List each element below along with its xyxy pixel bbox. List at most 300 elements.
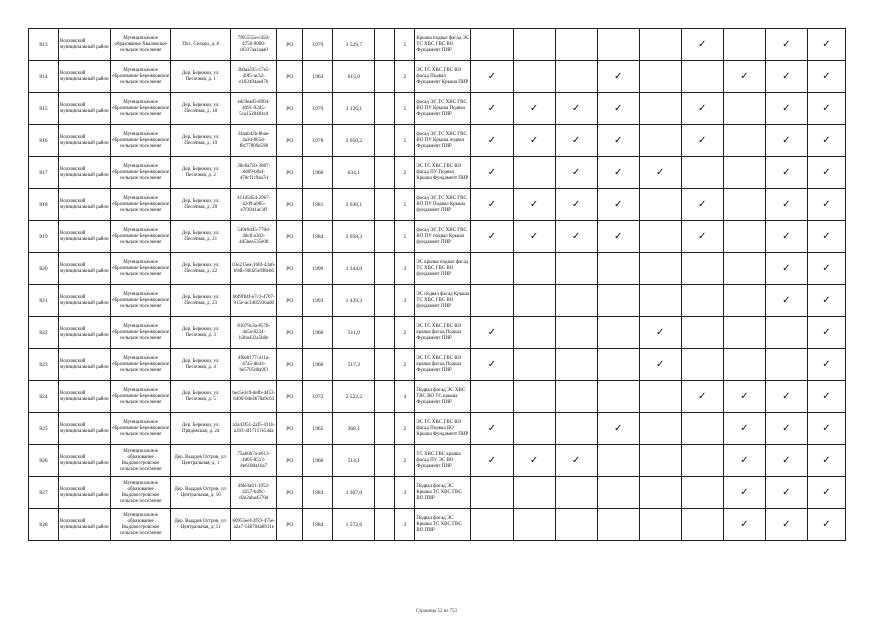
type-cell: РО bbox=[277, 509, 303, 541]
checkmark-icon: ✓ bbox=[698, 390, 707, 402]
address-cell: Дер. Бережки, ул. Песочная, д. 3 bbox=[171, 317, 231, 349]
check-cell bbox=[639, 445, 681, 477]
checkmark-icon: ✓ bbox=[487, 166, 497, 178]
check-cell bbox=[597, 317, 639, 349]
records-table bbox=[28, 28, 846, 541]
type-cell: РО bbox=[277, 61, 303, 93]
address-cell: Дер. Бережки, ул. Песочная, д. 22 bbox=[171, 253, 231, 285]
district-cell: Волховский муниципальный район bbox=[59, 93, 111, 125]
checkmark-icon: ✓ bbox=[782, 422, 791, 434]
check-cell bbox=[555, 29, 597, 61]
settlement-cell: Муниципальное образование Выдовостровское сельское поселение bbox=[111, 477, 171, 509]
check-cell bbox=[639, 29, 681, 61]
check-cell bbox=[807, 349, 845, 381]
check-cell bbox=[513, 189, 555, 221]
check-cell bbox=[471, 509, 513, 541]
check-cell bbox=[723, 509, 765, 541]
row-number: 825 bbox=[29, 413, 59, 445]
address-cell: Дер. Бережки, ул. Песочная, д. 21 bbox=[171, 221, 231, 253]
check-cell bbox=[765, 93, 807, 125]
check-cell bbox=[765, 189, 807, 221]
check-cell bbox=[765, 221, 807, 253]
table-row bbox=[29, 509, 846, 541]
area-cell: 1 439,3 bbox=[333, 285, 375, 317]
year-cell: 1984 bbox=[303, 221, 333, 253]
checkmark-icon: ✓ bbox=[740, 70, 749, 82]
checkmark-icon: ✓ bbox=[655, 166, 665, 178]
checkmark-icon: ✓ bbox=[529, 198, 539, 210]
year-cell: 1979 bbox=[303, 93, 333, 125]
check-cell bbox=[681, 285, 723, 317]
checkmark-icon: ✓ bbox=[782, 454, 791, 466]
check-cell bbox=[723, 221, 765, 253]
district-cell: Волховский муниципальный район bbox=[59, 317, 111, 349]
check-cell bbox=[681, 445, 723, 477]
floors-cell: 2 bbox=[395, 317, 415, 349]
check-cell bbox=[555, 125, 597, 157]
check-cell bbox=[681, 221, 723, 253]
address-cell: Дер. Бережки, ул. Песочная, д. 20 bbox=[171, 189, 231, 221]
checkmark-icon: ✓ bbox=[740, 422, 749, 434]
building-code-cell: 411d5d54-2967-42d9-a985-e7f3041ac3ff bbox=[231, 189, 277, 221]
check-cell bbox=[513, 349, 555, 381]
row-number: 816 bbox=[29, 125, 59, 157]
works-cell: ЭС подвал фасад Крыша ТС ХВС ГВС ВО фундамент ПИР bbox=[415, 285, 471, 317]
checkmark-icon: ✓ bbox=[822, 198, 831, 210]
building-code-cell: 75ab067a-b613-4d05-8513-8e6180a16a7 bbox=[231, 445, 277, 477]
check-cell bbox=[471, 381, 513, 413]
settlement-cell: Муниципальное образование Бережковское сельское поселение bbox=[111, 61, 171, 93]
settlement-cell: Муниципальное образование Выдовостровское сельское поселение bbox=[111, 509, 171, 541]
works-cell: фасад ЭС ТС ХВС ГВС ВО ПУ Крыша Подвал Фундамент ПИР bbox=[415, 93, 471, 125]
check-cell bbox=[471, 221, 513, 253]
check-cell bbox=[639, 509, 681, 541]
floors-cell: 5 bbox=[395, 221, 415, 253]
check-cell bbox=[513, 381, 555, 413]
floors-cell: 5 bbox=[395, 189, 415, 221]
checkmark-icon: ✓ bbox=[571, 102, 581, 114]
address-cell: Дер. Бережки, ул. Песочная, д. 2 bbox=[171, 157, 231, 189]
check-cell bbox=[513, 413, 555, 445]
table-row bbox=[29, 93, 846, 125]
check-cell bbox=[681, 253, 723, 285]
works-cell: Подвал фасад ЭС Крыша ТС ХВС ГВС ВО ПИР bbox=[415, 509, 471, 541]
check-cell bbox=[513, 509, 555, 541]
check-cell bbox=[639, 221, 681, 253]
check-cell bbox=[513, 157, 555, 189]
address-cell: Дер. Бережки, ул. Песочная, д. 23 bbox=[171, 285, 231, 317]
blank-cell bbox=[375, 477, 395, 509]
type-cell: РО bbox=[277, 253, 303, 285]
checkmark-icon: ✓ bbox=[782, 486, 791, 498]
row-number: 819 bbox=[29, 221, 59, 253]
settlement-cell: Муниципальное образование Бережковское сельское поселение bbox=[111, 381, 171, 413]
table-row bbox=[29, 285, 846, 317]
year-cell: 1972 bbox=[303, 381, 333, 413]
checkmark-icon: ✓ bbox=[487, 326, 497, 338]
floors-cell: 2 bbox=[395, 445, 415, 477]
check-cell bbox=[597, 285, 639, 317]
area-cell: 514,1 bbox=[333, 445, 375, 477]
works-cell: ЭС ТС ХВС ГВС ВО крыша фасад Подвал Фундамент ПИР bbox=[415, 349, 471, 381]
check-cell bbox=[639, 285, 681, 317]
district-cell: Волховский муниципальный район bbox=[59, 253, 111, 285]
table-row bbox=[29, 317, 846, 349]
works-cell: Подвал фасад ЭС ХВС ГВС ВО ТС крыша Фундамент ПИР bbox=[415, 381, 471, 413]
check-cell bbox=[597, 93, 639, 125]
table-row bbox=[29, 349, 846, 381]
checkmark-icon: ✓ bbox=[529, 134, 539, 146]
works-cell: ЭС ТС ХВС ГВС ВО фасад Подвал Фундамент Крыша ПИР bbox=[415, 61, 471, 93]
row-number: 814 bbox=[29, 61, 59, 93]
check-cell bbox=[681, 509, 723, 541]
checkmark-icon: ✓ bbox=[571, 166, 581, 178]
building-code-cell: 38c8a750-3087-4d69-b0af-470cf1c9aa7d bbox=[231, 157, 277, 189]
checkmark-icon: ✓ bbox=[822, 230, 831, 242]
checkmark-icon: ✓ bbox=[571, 454, 581, 466]
check-cell bbox=[555, 221, 597, 253]
floors-cell: 2 bbox=[395, 349, 415, 381]
district-cell: Волховский муниципальный район bbox=[59, 125, 111, 157]
check-cell bbox=[471, 189, 513, 221]
building-code-cell: a3a43f51-2af5-431b-a393-4f17117e54da bbox=[231, 413, 277, 445]
check-cell bbox=[555, 445, 597, 477]
settlement-cell: Муниципальное образование Бережковское сельское поселение bbox=[111, 125, 171, 157]
checkmark-icon: ✓ bbox=[782, 70, 791, 82]
table-row bbox=[29, 61, 846, 93]
table-row bbox=[29, 253, 846, 285]
district-cell: Волховский муниципальный район bbox=[59, 509, 111, 541]
floors-cell: 3 bbox=[395, 285, 415, 317]
checkmark-icon: ✓ bbox=[782, 294, 791, 306]
check-cell bbox=[765, 317, 807, 349]
checkmark-icon: ✓ bbox=[613, 198, 623, 210]
check-cell bbox=[471, 285, 513, 317]
page-footer: Страница 52 из 753 bbox=[415, 609, 458, 614]
check-cell bbox=[639, 125, 681, 157]
checkmark-icon: ✓ bbox=[822, 166, 831, 178]
checkmark-icon: ✓ bbox=[822, 134, 831, 146]
check-cell bbox=[681, 381, 723, 413]
check-cell bbox=[723, 253, 765, 285]
checkmark-icon: ✓ bbox=[782, 198, 791, 210]
check-cell bbox=[723, 285, 765, 317]
year-cell: 1984 bbox=[303, 509, 333, 541]
blank-cell bbox=[375, 413, 395, 445]
row-number: 820 bbox=[29, 253, 59, 285]
check-cell bbox=[471, 93, 513, 125]
checkmark-icon: ✓ bbox=[822, 358, 831, 370]
checkmark-icon: ✓ bbox=[822, 102, 831, 114]
checkmark-icon: ✓ bbox=[571, 198, 581, 210]
settlement-cell: Муниципальное образование Бережковское сельское поселение bbox=[111, 221, 171, 253]
building-code-cell: edc9ea05-8904-4091-92d5-5ca1528484cd bbox=[231, 93, 277, 125]
check-cell bbox=[807, 285, 845, 317]
checkmark-icon: ✓ bbox=[613, 230, 623, 242]
district-cell: Волховский муниципальный район bbox=[59, 29, 111, 61]
checkmark-icon: ✓ bbox=[655, 358, 665, 370]
blank-cell bbox=[375, 317, 395, 349]
floors-cell: 3 bbox=[395, 477, 415, 509]
type-cell: РО bbox=[277, 381, 303, 413]
area-cell: 517,3 bbox=[333, 349, 375, 381]
check-cell bbox=[471, 445, 513, 477]
check-cell bbox=[597, 125, 639, 157]
type-cell: РО bbox=[277, 317, 303, 349]
check-cell bbox=[597, 445, 639, 477]
check-cell bbox=[597, 349, 639, 381]
area-cell: 3 050,2 bbox=[333, 125, 375, 157]
checkmark-icon: ✓ bbox=[740, 454, 749, 466]
check-cell bbox=[555, 477, 597, 509]
checkmark-icon: ✓ bbox=[529, 230, 539, 242]
row-number: 815 bbox=[29, 93, 59, 125]
check-cell bbox=[639, 317, 681, 349]
settlement-cell: Муниципальное образование Хваловское сельское поселение bbox=[111, 29, 171, 61]
check-cell bbox=[639, 349, 681, 381]
check-cell bbox=[765, 445, 807, 477]
checkmark-icon: ✓ bbox=[782, 230, 791, 242]
check-cell bbox=[639, 253, 681, 285]
check-cell bbox=[765, 253, 807, 285]
works-cell: ЭС ТС ХВС ГВС ВО фасад ПУ Подвал Крыша Фундамент ПИР bbox=[415, 157, 471, 189]
works-cell: Крыша подвал фасад ЭС ТС ХВС ГВС ВО Фундамент ПИР bbox=[415, 29, 471, 61]
checkmark-icon: ✓ bbox=[613, 102, 623, 114]
check-cell bbox=[555, 157, 597, 189]
checkmark-icon: ✓ bbox=[740, 390, 749, 402]
check-cell bbox=[807, 157, 845, 189]
address-cell: Пос. Сельцо, д. 8 bbox=[171, 29, 231, 61]
check-cell bbox=[765, 477, 807, 509]
district-cell: Волховский муниципальный район bbox=[59, 477, 111, 509]
table-row bbox=[29, 413, 846, 445]
check-cell bbox=[597, 413, 639, 445]
check-cell bbox=[723, 317, 765, 349]
checkmark-icon: ✓ bbox=[571, 134, 581, 146]
check-cell bbox=[765, 381, 807, 413]
settlement-cell: Муниципальное образование Выдовостровское сельское поселение bbox=[111, 445, 171, 477]
type-cell: РО bbox=[277, 157, 303, 189]
check-cell bbox=[723, 413, 765, 445]
area-cell: 3 036,1 bbox=[333, 189, 375, 221]
check-cell bbox=[639, 157, 681, 189]
works-cell: фасад ЭС ТС ХВС ГВС ВО ПУ Крыша подвал Фундамент ПИР bbox=[415, 125, 471, 157]
checkmark-icon: ✓ bbox=[529, 102, 539, 114]
building-code-cell: 81079c3a-8578-4a5a-8234-b3ba432a5b0e bbox=[231, 317, 277, 349]
row-number: 822 bbox=[29, 317, 59, 349]
checkmark-icon: ✓ bbox=[613, 166, 623, 178]
check-cell bbox=[807, 445, 845, 477]
table-row bbox=[29, 221, 846, 253]
check-cell bbox=[723, 93, 765, 125]
checkmark-icon: ✓ bbox=[822, 294, 831, 306]
row-number: 828 bbox=[29, 509, 59, 541]
year-cell: 1966 bbox=[303, 157, 333, 189]
row-number: 821 bbox=[29, 285, 59, 317]
check-cell bbox=[471, 29, 513, 61]
check-cell bbox=[681, 349, 723, 381]
check-cell bbox=[723, 157, 765, 189]
floors-cell: 3 bbox=[395, 509, 415, 541]
checkmark-icon: ✓ bbox=[782, 262, 791, 274]
check-cell bbox=[471, 317, 513, 349]
check-cell bbox=[681, 317, 723, 349]
checkmark-icon: ✓ bbox=[487, 358, 497, 370]
area-cell: 3 529,7 bbox=[333, 29, 375, 61]
works-cell: ТС ХВС ГВС крыша фасад ПУ ЭС ВО Фундамент ПИР bbox=[415, 445, 471, 477]
check-cell bbox=[471, 349, 513, 381]
checkmark-icon: ✓ bbox=[782, 166, 791, 178]
building-code-cell: 7f05555a-c450-4750-9060-c0337aa1aaa0 bbox=[231, 29, 277, 61]
check-cell bbox=[555, 285, 597, 317]
check-cell bbox=[555, 317, 597, 349]
district-cell: Волховский муниципальный район bbox=[59, 61, 111, 93]
check-cell bbox=[681, 477, 723, 509]
check-cell bbox=[765, 509, 807, 541]
blank-cell bbox=[375, 253, 395, 285]
area-cell: 2 522,2 bbox=[333, 381, 375, 413]
table-row bbox=[29, 445, 846, 477]
check-cell bbox=[555, 253, 597, 285]
row-number: 818 bbox=[29, 189, 59, 221]
settlement-cell: Муниципальное образование Бережковское сельское поселение bbox=[111, 413, 171, 445]
year-cell: 1966 bbox=[303, 349, 333, 381]
area-cell: 634,1 bbox=[333, 157, 375, 189]
check-cell bbox=[723, 349, 765, 381]
year-cell: 1990 bbox=[303, 253, 333, 285]
address-cell: Дер. Бережки, ул. Песочная, д. 18 bbox=[171, 93, 231, 125]
blank-cell bbox=[375, 381, 395, 413]
checkmark-icon: ✓ bbox=[487, 70, 497, 82]
floors-cell: 5 bbox=[395, 29, 415, 61]
check-cell bbox=[681, 93, 723, 125]
checkmark-icon: ✓ bbox=[822, 390, 831, 402]
district-cell: Волховский муниципальный район bbox=[59, 381, 111, 413]
checkmark-icon: ✓ bbox=[822, 70, 831, 82]
settlement-cell: Муниципальное образование Бережковское сельское поселение bbox=[111, 157, 171, 189]
check-cell bbox=[471, 413, 513, 445]
building-code-cell: b6f9f84f-e7c3-4707-915e-ac1485936ad0 bbox=[231, 285, 277, 317]
row-number: 823 bbox=[29, 349, 59, 381]
table-row bbox=[29, 125, 846, 157]
checkmark-icon: ✓ bbox=[613, 422, 623, 434]
check-cell bbox=[597, 381, 639, 413]
check-cell bbox=[555, 61, 597, 93]
district-cell: Волховский муниципальный район bbox=[59, 413, 111, 445]
check-cell bbox=[513, 317, 555, 349]
checkmark-icon: ✓ bbox=[782, 38, 791, 50]
check-cell bbox=[807, 413, 845, 445]
check-cell bbox=[639, 189, 681, 221]
checkmark-icon: ✓ bbox=[613, 70, 623, 82]
blank-cell bbox=[375, 189, 395, 221]
row-number: 826 bbox=[29, 445, 59, 477]
year-cell: 1979 bbox=[303, 29, 333, 61]
checkmark-icon: ✓ bbox=[487, 198, 497, 210]
year-cell: 1966 bbox=[303, 317, 333, 349]
check-cell bbox=[597, 477, 639, 509]
checkmark-icon: ✓ bbox=[487, 454, 497, 466]
check-cell bbox=[513, 477, 555, 509]
year-cell: 1983 bbox=[303, 477, 333, 509]
area-cell: 3 126,1 bbox=[333, 93, 375, 125]
check-cell bbox=[471, 157, 513, 189]
area-cell: 1 572,6 bbox=[333, 509, 375, 541]
check-cell bbox=[513, 221, 555, 253]
settlement-cell: Муниципальное образование Бережковское сельское поселение bbox=[111, 285, 171, 317]
check-cell bbox=[639, 413, 681, 445]
address-cell: Дер. Выдров Остров, ул. Центральная, д. 10 bbox=[171, 477, 231, 509]
table-row bbox=[29, 157, 846, 189]
check-cell bbox=[555, 189, 597, 221]
settlement-cell: Муниципальное образование Бережковское сельское поселение bbox=[111, 189, 171, 221]
blank-cell bbox=[375, 349, 395, 381]
checkmark-icon: ✓ bbox=[822, 486, 831, 498]
settlement-cell: Муниципальное образование Бережковское сельское поселение bbox=[111, 253, 171, 285]
address-cell: Дер. Бережки, ул. Песочная, д. 5 bbox=[171, 381, 231, 413]
table-row bbox=[29, 381, 846, 413]
check-cell bbox=[807, 61, 845, 93]
check-cell bbox=[681, 29, 723, 61]
check-cell bbox=[723, 445, 765, 477]
check-cell bbox=[765, 285, 807, 317]
checkmark-icon: ✓ bbox=[698, 230, 707, 242]
check-cell bbox=[807, 29, 845, 61]
blank-cell bbox=[375, 125, 395, 157]
works-cell: фасад ЭС ТС ХВС ГВС ВО ПУ Подвал Крыша фундамент ПИР bbox=[415, 189, 471, 221]
check-cell bbox=[723, 477, 765, 509]
check-cell bbox=[555, 381, 597, 413]
checkmark-icon: ✓ bbox=[822, 518, 831, 530]
check-cell bbox=[807, 509, 845, 541]
type-cell: РО bbox=[277, 413, 303, 445]
check-cell bbox=[555, 93, 597, 125]
type-cell: РО bbox=[277, 221, 303, 253]
check-cell bbox=[681, 157, 723, 189]
check-cell bbox=[471, 477, 513, 509]
floors-cell: 5 bbox=[395, 93, 415, 125]
checkmark-icon: ✓ bbox=[487, 102, 497, 114]
settlement-cell: Муниципальное образование Бережковское сельское поселение bbox=[111, 317, 171, 349]
check-cell bbox=[681, 125, 723, 157]
checkmark-icon: ✓ bbox=[487, 134, 497, 146]
floors-cell: 4 bbox=[395, 381, 415, 413]
row-number: 827 bbox=[29, 477, 59, 509]
address-cell: Дер. Бережки, ул. Песочная, д. 4 bbox=[171, 349, 231, 381]
checkmark-icon: ✓ bbox=[571, 230, 581, 242]
check-cell bbox=[513, 445, 555, 477]
settlement-cell: Муниципальное образование Бережковское сельское поселение bbox=[111, 93, 171, 125]
check-cell bbox=[597, 509, 639, 541]
table-body bbox=[29, 29, 846, 541]
works-cell: ЭС ТС ХВС ГВС ВО фасад Подвал ВО Крыша Фундамент ПИР bbox=[415, 413, 471, 445]
check-cell bbox=[513, 93, 555, 125]
checkmark-icon: ✓ bbox=[822, 38, 831, 50]
check-cell bbox=[765, 125, 807, 157]
works-cell: фасад ЭС ТС ХВС ГВС ВО ПУ подвал Крыша фундамент ПИР bbox=[415, 221, 471, 253]
address-cell: Дер. Выдров Остров, ул. Центральная, д. 1 bbox=[171, 445, 231, 477]
check-cell bbox=[681, 189, 723, 221]
floors-cell: 2 bbox=[395, 157, 415, 189]
building-code-cell: 60955eef-2f59-475e-a2a7-148704a8911e bbox=[231, 509, 277, 541]
checkmark-icon: ✓ bbox=[698, 38, 707, 50]
building-code-cell: 03e215ea-166f-43a6-b9db-90d25e9f8eb6 bbox=[231, 253, 277, 285]
checkmark-icon: ✓ bbox=[487, 230, 497, 242]
year-cell: 1993 bbox=[303, 285, 333, 317]
building-code-cell: 34aa642b-8bae-4a3d-8b5d-f8c77809e598 bbox=[231, 125, 277, 157]
check-cell bbox=[513, 285, 555, 317]
building-code-cell: 3b0aa335-17e5-49f5-ac32-e183494aed7b bbox=[231, 61, 277, 93]
